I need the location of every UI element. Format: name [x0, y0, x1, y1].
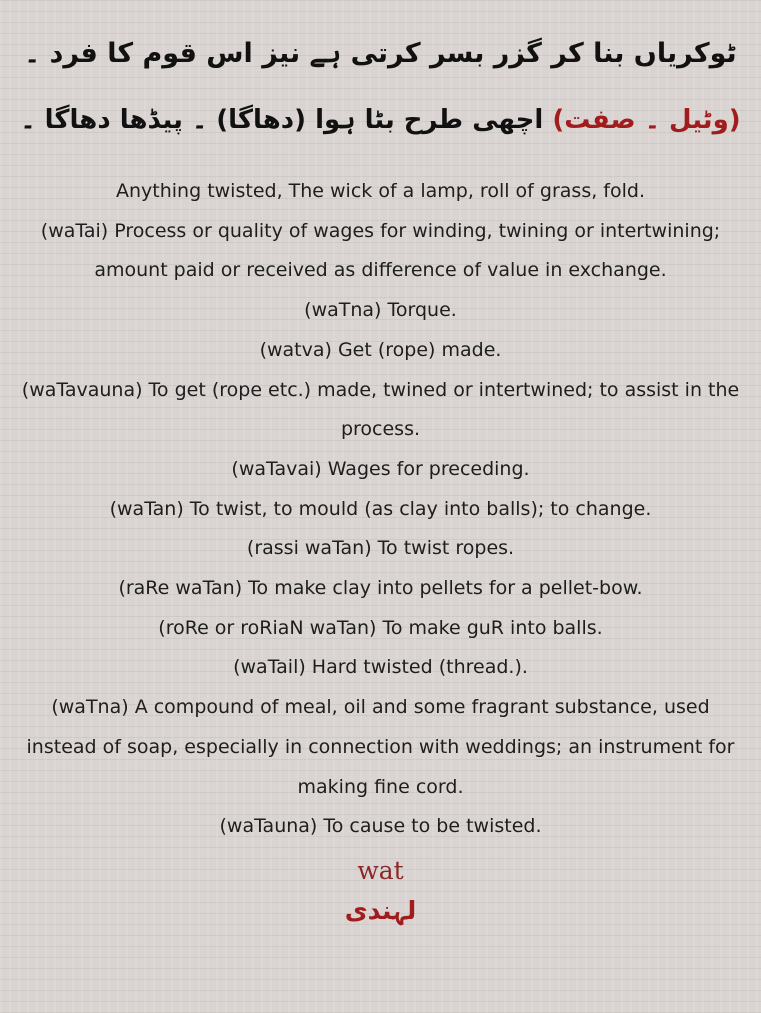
definition-entry: (waTai) Process or quality of wages for winding, twining or intertwining; amount paid or received as difference of value in exchange. [40, 219, 721, 282]
definition-entry: (raRe waTan) To make clay into pellets for a pellet-bow. [118, 577, 643, 600]
definition-entry: (waTna) A compound of meal, oil and some fragrant substance, used instead of soap, especially in connection with weddings; an instrument for making fine cord. [26, 696, 735, 798]
definition-entry: (waTna) Torque. [304, 299, 457, 322]
definition-entry: (roRe or roRiaN waTan) To make guR into balls. [158, 616, 603, 639]
urdu-description-line: ٹوکریاں بنا کر گزر بسر کرتی ہے نیز اس قوم کا فرد ۔ [24, 38, 737, 69]
definition-entry: (waTan) To twist, to mould (as clay into balls); to change. [109, 497, 652, 520]
definition-entry: (watva) Get (rope) made. [259, 338, 502, 361]
definition-entry: Anything twisted, The wick of a lamp, roll of grass, fold. [116, 180, 645, 202]
urdu-adjective-line [0, 98, 761, 142]
definition-entry: (waTauna) To cause to be twisted. [219, 815, 542, 838]
definition-entry: (waTail) Hard twisted (thread.). [233, 656, 528, 679]
urdu-part-of-speech: (وٹیل ۔ صفت) [552, 105, 741, 135]
definition-entry: (rassi waTan) To twist ropes. [246, 537, 515, 560]
headword-romanized: wat [357, 855, 404, 885]
urdu-adjective-meaning: اچھی طرح بٹا ہوا (دھاگا) ۔ پیڈھا دھاگا ۔ [20, 105, 544, 135]
english-definitions [0, 172, 761, 847]
dialect-label: لہندی [344, 895, 417, 925]
definition-entry: (waTavai) Wages for preceding. [231, 457, 530, 480]
definition-entry: (waTavauna) To get (rope etc.) made, twined or intertwined; to assist in the process. [21, 378, 740, 441]
